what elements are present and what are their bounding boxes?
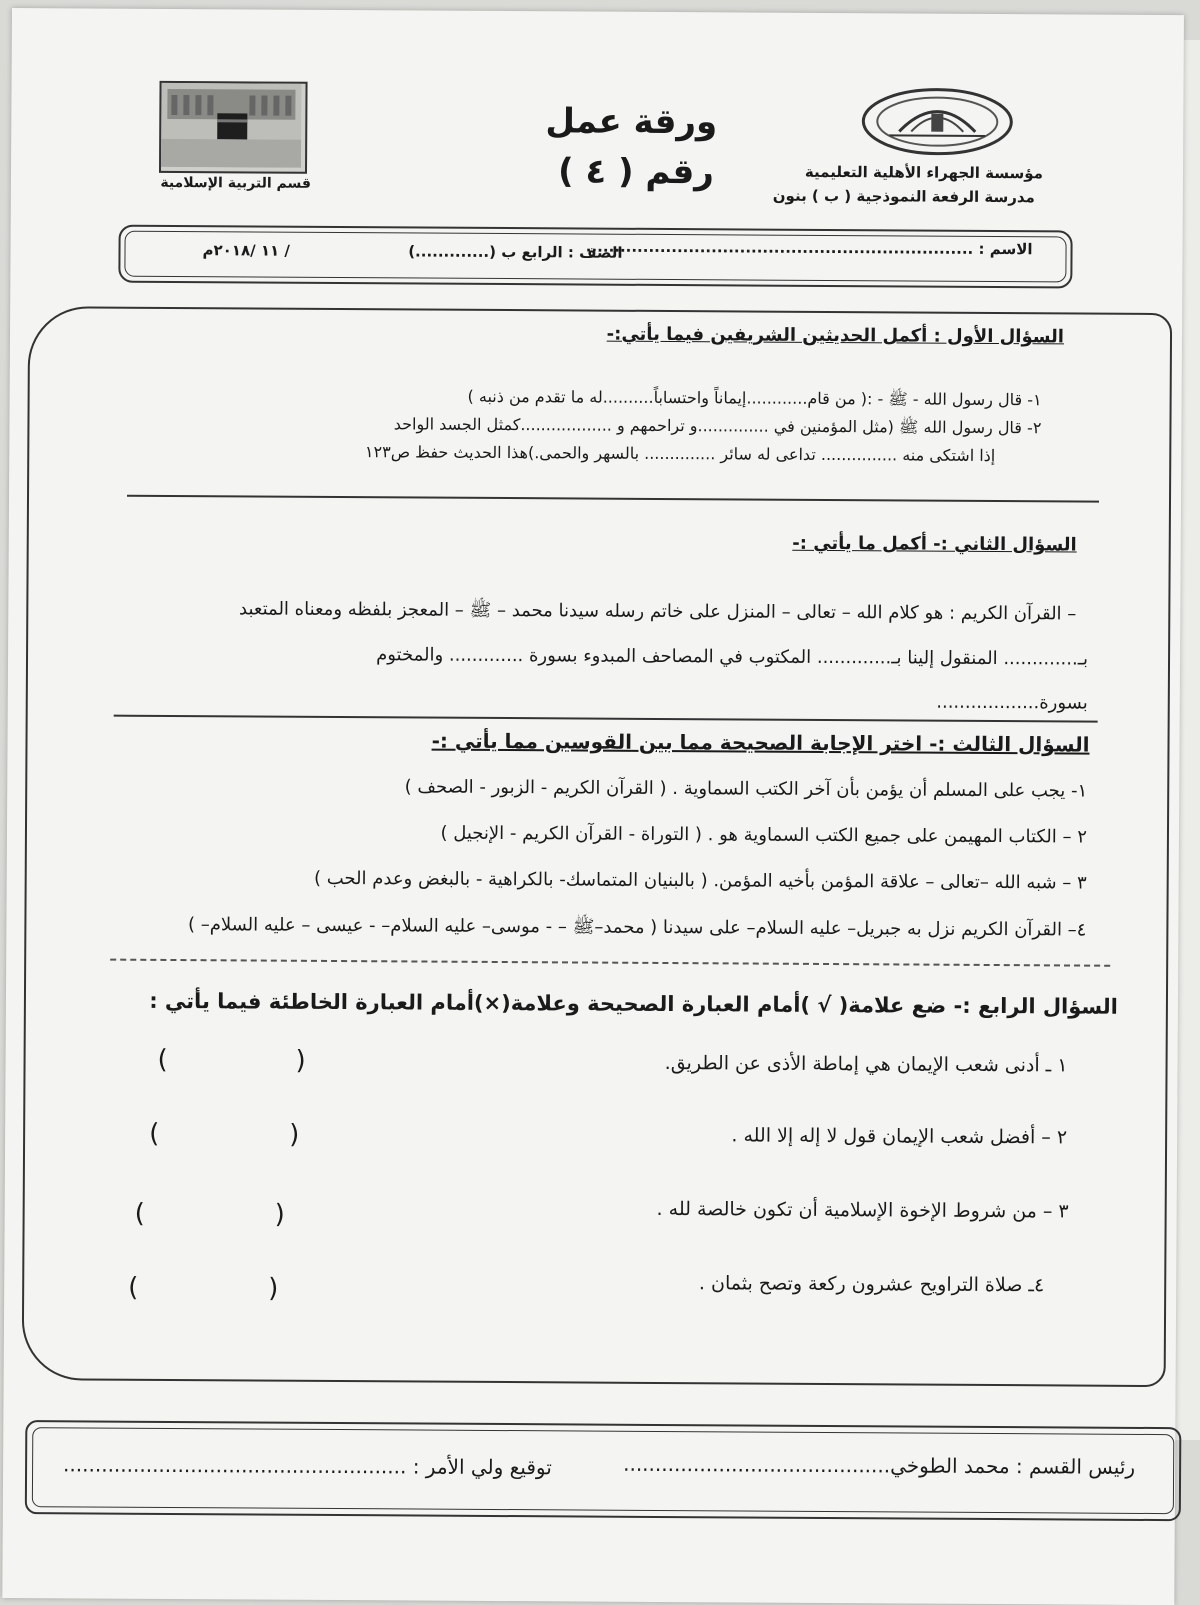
school-logo-emblem [859, 85, 1015, 158]
q1-line3: إذا اشتكى منه ............... تداعى له سائر .............. بالسهر والحمى.)هذا الحديث حفظ ص١٢٣ [364, 442, 996, 466]
q3-item-1: ١- يجب على المسلم أن يؤمن بأن آخر الكتب السماوية . ( القرآن الكريم - الزبور - الصحف ) [404, 776, 1088, 802]
kaaba-image [159, 81, 308, 174]
q3-item-2: ٢ – الكتاب المهيمن على جميع الكتب السماوية هو . ( التوراة - القرآن الكريم - الإنجيل ) [440, 822, 1088, 848]
q4-answer-3-close[interactable]: ) [274, 1199, 285, 1230]
q4-answer-2-close[interactable]: ) [289, 1119, 300, 1150]
q1-line1: ١- قال رسول الله - ﷺ - :( من قام............إيماناً واحتساباً..........له ما تقدم من ذنبه ) [467, 386, 1042, 410]
parent-signature-field[interactable]: توقيع ولي الأمر : ...................................................... [63, 1452, 552, 1480]
q3-heading: السؤال الثالث :- اختر الإجابة الصحيحة مما بين القوسين مما يأتي :- [431, 728, 1090, 757]
department-head-signature: رئيس القسم : محمد الطوخي.......................................... [623, 1451, 1136, 1479]
q4-item-2: ٢ – أفضل شعب الإيمان قول لا إله إلا الله . [731, 1124, 1068, 1149]
student-name-field[interactable]: الاسم : .................................................................... [585, 237, 1033, 259]
q4-answer-2-open[interactable]: ( [149, 1118, 160, 1149]
q2-line3: بسورة.................. [936, 691, 1088, 714]
worksheet-title: ورقة عمل [545, 101, 718, 143]
q4-answer-4-close[interactable]: ) [268, 1273, 279, 1304]
q2-line2: بـ............. المنقول إلينا بـ............. المكتوب في المصاحف المبدوء بسورة ............. والمختوم [376, 644, 1089, 670]
q4-item-4: ٤ـ صلاة التراويح عشرون ركعة وتصح بثمان . [698, 1272, 1045, 1297]
q2-line1: – القرآن الكريم : هو كلام الله – تعالى – المنزل على خاتم رسله سيدنا محمد – ﷺ – المعجز بلفظه ومعناه المتعبد [239, 598, 1077, 625]
worksheet-number: رقم ( ٤ ) [557, 151, 715, 193]
q1-line2: ٢- قال رسول الله ﷺ (مثل المؤمنين في ..............و تراحمهم و ..................كمثل الجسد الواحد [393, 414, 1042, 438]
q2-heading: السؤال الثاني :- أكمل ما يأتي :- [792, 532, 1077, 556]
class-field[interactable]: الصف : الرابع ب (.............) [408, 242, 623, 262]
q1-heading: السؤال الأول : أكمل الحديثين الشريفين فيما يأتي:- [606, 323, 1065, 348]
org-name-line1: مؤسسة الجهراء الأهلية التعليمية [804, 162, 1044, 183]
q4-answer-1-close[interactable]: ) [295, 1045, 306, 1076]
q4-answer-3-open[interactable]: ( [134, 1198, 145, 1229]
q4-item-3: ٣ – من شروط الإخوة الإسلامية أن تكون خالصة لله . [656, 1197, 1069, 1223]
q4-heading: السؤال الرابع :- ضع علامة( √ )أمام العبارة الصحيحة وعلامة(×)أمام العبارة الخاطئة فيما يأتي : [149, 988, 1118, 1019]
worksheet-page [2, 8, 1184, 1605]
q4-answer-4-open[interactable]: ( [128, 1272, 139, 1303]
q3-item-3: ٣ – شبه الله –تعالى – علاقة المؤمن بأخيه المؤمن. ( بالبنيان المتماسك- بالكراهية - بالبغض وعدم الحب ) [313, 867, 1087, 894]
q3-item-4: ٤– القرآن الكريم نزل به جبريل– عليه السلام– على سيدنا ( محمد–ﷺ – - موسى– عليه السلام– - عيسى – عليه السلام– ) [187, 914, 1087, 941]
org-name-line2: مدرسة الرفعة النموذجية ( ب ) بنون [772, 186, 1035, 207]
date-field: / ١١ /٢٠١٨م [202, 241, 290, 260]
q4-item-1: ١ ـ أدنى شعب الإيمان هي إماطة الأذى عن الطريق. [664, 1052, 1068, 1077]
department-label: قسم التربية الإسلامية [160, 174, 311, 192]
q4-answer-1-open[interactable]: ( [157, 1044, 168, 1075]
